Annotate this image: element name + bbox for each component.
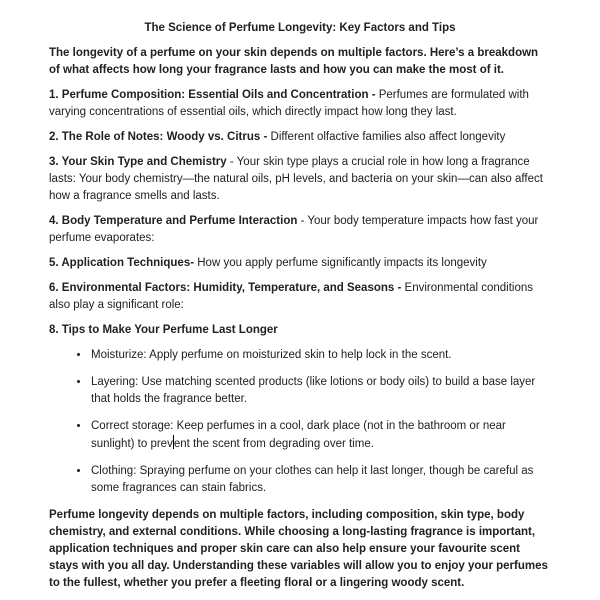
intro-paragraph: The longevity of a perfume on your skin depends on multiple factors. Here’s a breakdown of what affects how long your fragrance lasts and how you can make the most of it. [49,47,539,76]
factor-paragraph-4 [49,213,551,247]
tip-text-before-caret: Correct storage: Keep perfumes in a cool, dark place (not in the bathroom or near sunlight) to prev [91,420,506,450]
factor-paragraph-3 [49,154,551,205]
factor-paragraph-2 [49,129,551,146]
tips-heading: 8. Tips to Make Your Perfume Last Longer [49,324,278,336]
factor-label: 4. Body Temperature and Perfume Interaction [49,215,298,227]
document-title: The Science of Perfume Longevity: Key Factors and Tips [144,22,456,34]
factor-label: 2. The Role of Notes: Woody vs. Citrus - [49,131,271,143]
factor-body: Perfumes are formulated with varying concentrations of essential oils, which directly impact how long they last. [49,89,529,118]
tips-list [49,347,551,497]
factor-body: - Your body temperature impacts how fast your perfume evaporates: [49,215,539,244]
factor-label: 6. Environmental Factors: Humidity, Temperature, and Seasons - [49,282,405,294]
factor-label: 1. Perfume Composition: Essential Oils and Concentration - [49,89,379,101]
tip-item-moisturize: • Moisturize: Apply perfume on moisturized skin to help lock in the scent. [90,347,551,364]
factor-body: How you apply perfume significantly impacts its longevity [194,257,487,269]
factor-label: 5. Application Techniques- [49,257,195,269]
factor-paragraph-1 [49,87,551,121]
tip-text-after-caret: ent the scent from degrading over time. [173,438,374,450]
factor-body: - Your skin type plays a crucial role in how long a fragrance lasts: Your body chemistry—the natural oils, pH levels, and bacteria on your skin—can also affect how a fragrance smells and lasts. [49,156,543,202]
factor-body: Different olfactive families also affect longevity [270,131,506,143]
tip-item-layering: • Layering: Use matching scented products (like lotions or body oils) to build a base layer that holds the fragrance better. [90,374,551,408]
factor-paragraph-6 [49,280,551,314]
factor-paragraph-5 [49,255,551,272]
tip-item-clothing: • Clothing: Spraying perfume on your clothes can help it last longer, though be careful as some fragrances can stain fabrics. [90,463,551,497]
conclusion-paragraph: Perfume longevity depends on multiple factors, including composition, skin type, body chemistry, and external conditions. While choosing a long-lasting fragrance is important, application techniques and proper skin care can also help ensure your favourite scent stays with you all day. Understanding these variables will allow you to enjoy your perfumes to the fullest, whether you prefer a fleeting floral or a lingering woody scent. [49,509,548,589]
factor-label: 3. Your Skin Type and Chemistry [49,156,227,168]
tip-item-storage [90,418,551,453]
factor-body: Environmental conditions also play a significant role: [49,282,534,311]
